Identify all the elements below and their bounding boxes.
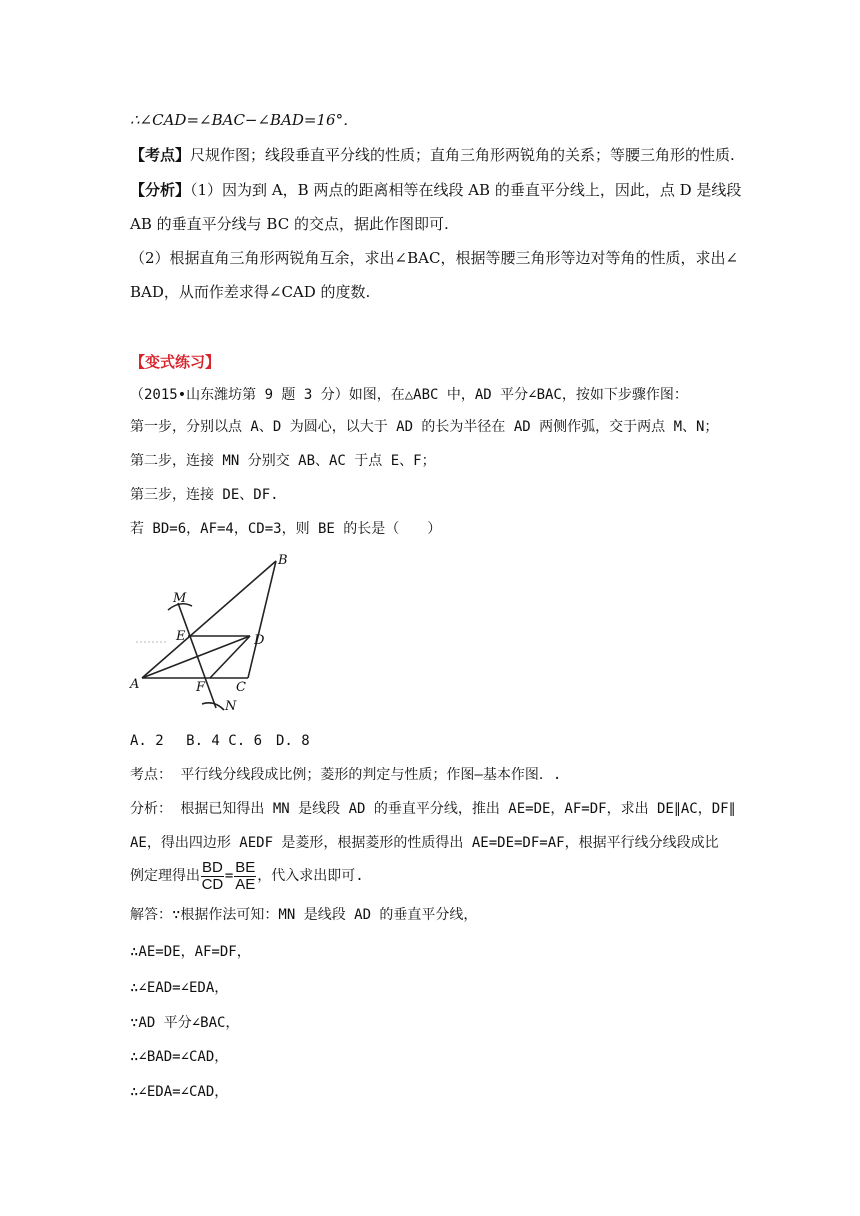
- label-d: D: [254, 633, 265, 648]
- solution-step-c: ∵AD 平分∠BAC，: [130, 1015, 240, 1031]
- section-title: 【变式练习】: [130, 353, 221, 371]
- arc-n: [202, 703, 224, 710]
- fenxi-tag: 【分析】: [130, 181, 191, 199]
- fenxi-line-1: 【分析】（1）因为到 A，B 两点的距离相等在线段 AB 的垂直平分线上，因此，点 D 是线段: [130, 181, 742, 199]
- problem-intro: （2015•山东潍坊第 9 题 3 分）如图，在△ABC 中，AD 平分∠BAC，按如下步骤作图：: [130, 387, 688, 403]
- segment-bc: [248, 561, 276, 678]
- segment-ad: [142, 636, 250, 678]
- fenxi-2-line-2: AE，得出四边形 AEDF 是菱形，根据菱形的性质得出 AE=DE=DF=AF，根据平行线分线段成比: [130, 835, 719, 851]
- fenxi-2-line-1: 分析： 根据已知得出 MN 是线段 AD 的垂直平分线，推出 AE=DE，AF=DF，求出 DE∥AC，DF∥: [130, 801, 736, 817]
- solution-step-e: ∴∠EDA=∠CAD，: [130, 1084, 229, 1100]
- label-m: M: [173, 591, 187, 606]
- label-c: C: [236, 680, 246, 695]
- step-2: 第二步，连接 MN 分别交 AB、AC 于点 E、F；: [130, 453, 436, 469]
- solution-step-d: ∴∠BAD=∠CAD，: [130, 1049, 229, 1065]
- segment-df: [210, 636, 250, 678]
- answer-choices: A. 2 B. 4 C. 6 D. 8: [130, 733, 310, 749]
- label-a: A: [130, 677, 140, 692]
- solution-step-b: ∴∠EAD=∠EDA，: [130, 980, 229, 996]
- fraction-be-ae: $\frac{BE}{AE}$: [235, 858, 256, 893]
- conclusion-line: ∴∠CAD=∠BAC−∠BAD=16°．: [130, 111, 359, 129]
- question: 若 BD=6，AF=4，CD=3，则 BE 的长是（ ）: [130, 521, 442, 537]
- step-3: 第三步，连接 DE、DF.: [130, 487, 279, 503]
- segment-ab: [142, 561, 276, 678]
- fenxi-2-line-3: 例定理得出 $\frac{BD}{CD}$ = $\frac{BE}{AE}$ ，代入求出即可.: [130, 858, 364, 893]
- label-n: N: [225, 699, 237, 714]
- label-b: B: [278, 553, 288, 568]
- jieda-line: 解答：∵根据作法可知：MN 是线段 AD 的垂直平分线，: [130, 907, 478, 923]
- kaodian-tag: 【考点】: [130, 146, 191, 164]
- label-e: E: [176, 629, 186, 644]
- fenxi-line-2: AB 的垂直平分线与 BC 的交点，据此作图即可.: [130, 215, 449, 233]
- geometry-figure: [128, 548, 298, 718]
- kaodian-2: 考点： 平行线分线段成比例；菱形的判定与性质；作图—基本作图．.: [130, 767, 562, 783]
- step-1: 第一步，分别以点 A、D 为圆心，以大于 AD 的长为半径在 AD 两侧作弧，交于两点 M、N；: [130, 419, 719, 435]
- fenxi-line-4: BAD，从而作差求得∠CAD 的度数.: [130, 283, 371, 301]
- kaodian-line: 【考点】尺规作图；线段垂直平分线的性质；直角三角形两锐角的关系；等腰三角形的性质.: [130, 146, 735, 164]
- fenxi-line-3: （2）根据直角三角形两锐角互余，求出∠BAC，根据等腰三角形等边对等角的性质，求出∠: [130, 249, 739, 267]
- solution-step-a: ∴AE=DE，AF=DF，: [130, 944, 251, 960]
- label-f: F: [196, 680, 206, 695]
- fraction-bd-cd: $\frac{BD}{CD}$: [201, 858, 224, 893]
